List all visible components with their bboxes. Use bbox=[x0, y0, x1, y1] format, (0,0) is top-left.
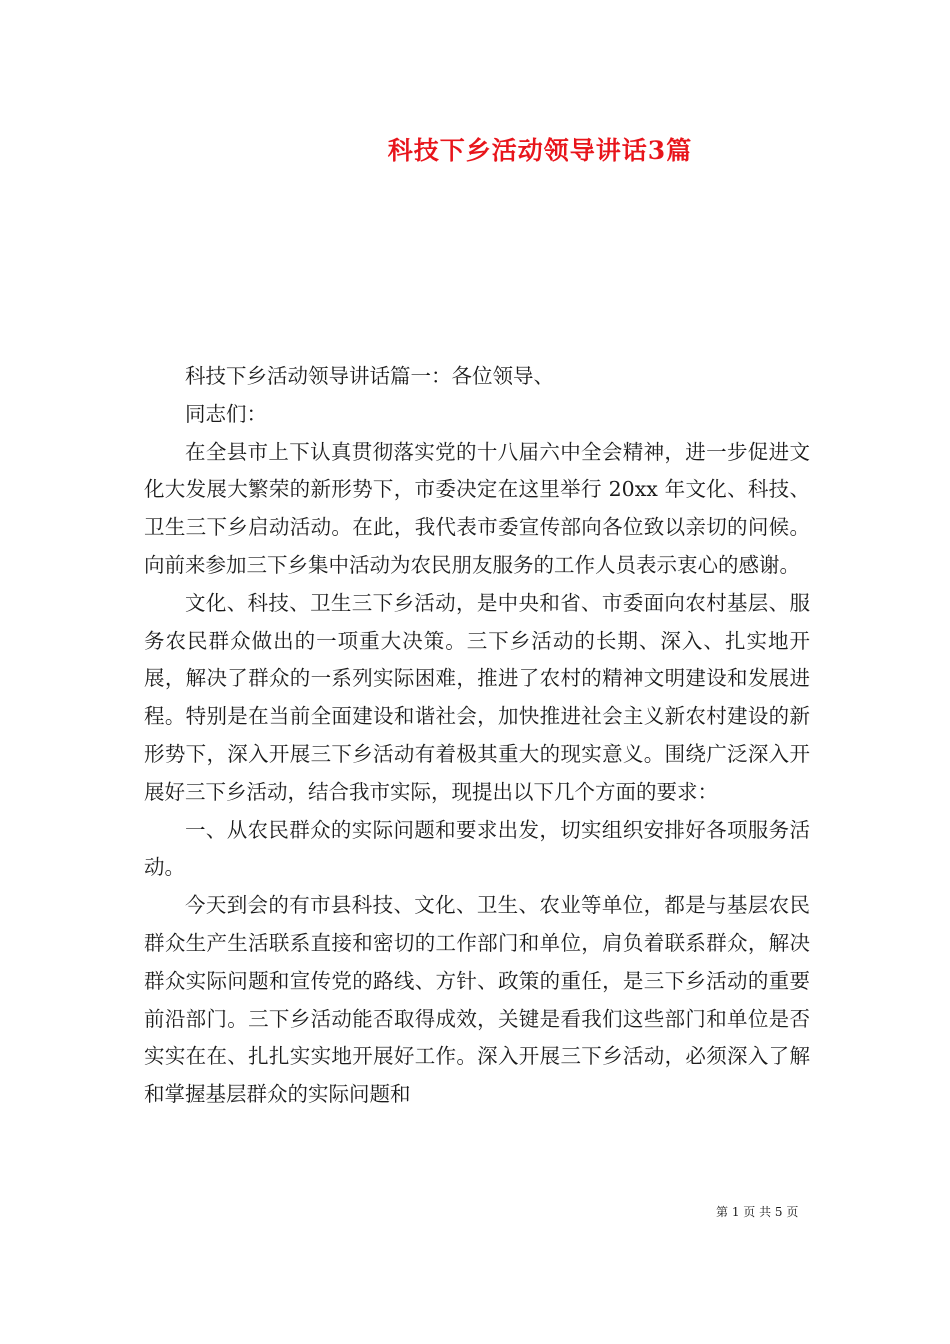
page-number-footer: 第 1 页 共 5 页 bbox=[716, 1205, 799, 1219]
paragraph-5: 一、从农民群众的实际问题和要求出发，切实组织安排好各项服务活动。 bbox=[144, 817, 810, 880]
paragraph-3: 在全县市上下认真贯彻落实党的十八届六中全会精神，进一步促进文化大发展大繁荣的新形势下，市委决定在这里举行 20xx 年文化、科技、卫生三下乡启动活动。在此，我代表市委宣传部向各位致以亲切的问候。向前来参加三下乡集中活动为农民朋友服务的工作人员表示衷心的感谢。 bbox=[144, 439, 810, 577]
document-body bbox=[144, 358, 810, 1114]
paragraph-6: 今天到会的有市县科技、文化、卫生、农业等单位，都是与基层农民群众生产生活联系直接和密切的工作部门和单位，肩负着联系群众，解决群众实际问题和宣传党的路线、方针、政策的重任，是三下乡活动的重要前沿部门。三下乡活动能否取得成效，关键是看我们这些部门和单位是否实实在在、扎扎实实地开展好工作。深入开展三下乡活动，必须深入了解和掌握基层群众的实际问题和 bbox=[144, 893, 810, 1107]
paragraph-4: 文化、科技、卫生三下乡活动，是中央和省、市委面向农村基层、服务农民群众做出的一项重大决策。三下乡活动的长期、深入、扎实地开展，解决了群众的一系列实际困难，推进了农村的精神文明建设和发展进程。特别是在当前全面建设和谐社会，加快推进社会主义新农村建设的新形势下，深入开展三下乡活动有着极其重大的现实意义。围绕广泛深入开展好三下乡活动，结合我市实际，现提出以下几个方面的要求： bbox=[144, 590, 810, 804]
paragraph-2: 同志们： bbox=[185, 401, 267, 426]
paragraph-1: 科技下乡活动领导讲话篇一：各位领导、 bbox=[185, 364, 554, 388]
page-title: 科技下乡活动领导讲话3篇 bbox=[387, 136, 693, 165]
